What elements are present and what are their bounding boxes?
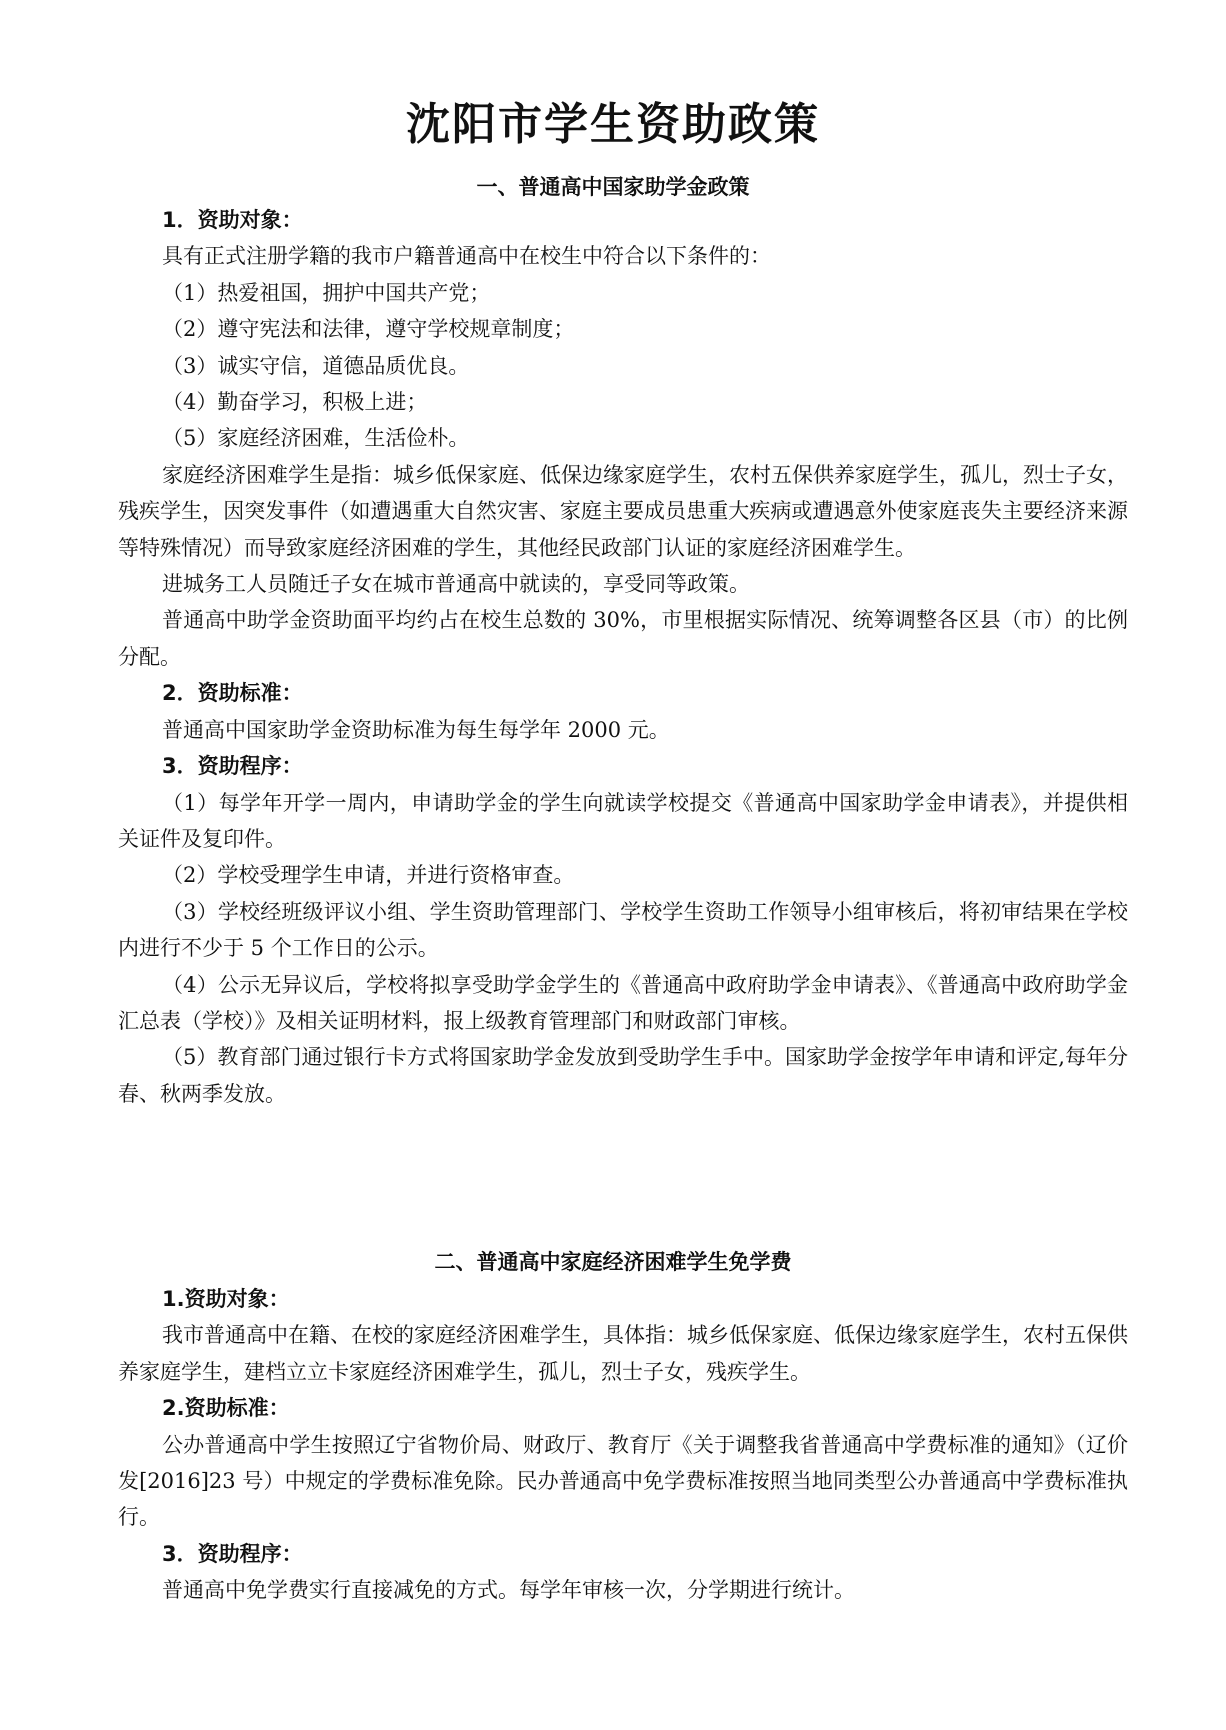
procedure-item: （2）学校受理学生申请，并进行资格审查。 <box>162 863 575 888</box>
section-heading-2: 二、普通高中家庭经济困难学生免学费 <box>434 1250 792 1274</box>
subheading-standard: 2.资助标准： <box>162 1396 290 1421</box>
procedure-item: （4）公示无异议后，学校将拟享受助学金学生的《普通高中政府助学金申请表》、《普通高中政府助学金汇总表（学校）》及相关证明材料，报上级教育管理部门和财政部门审核。 <box>118 972 1128 1033</box>
page-title: 沈阳市学生资助政策 <box>406 99 820 150</box>
condition-item: （3）诚实守信，道德品质优良。 <box>162 353 470 378</box>
paragraph-standard: 公办普通高中学生按照辽宁省物价局、财政厅、教育厅《关于调整我省普通高中学费标准的通知》（辽价发[2016]23 号）中规定的学费标准免除。民办普通高中免学费标准按照当地同类型公办普通高中学费标准执行。 <box>118 1432 1128 1530</box>
subheading-procedure: 3．资助程序： <box>162 1541 303 1566</box>
subheading-standard: 2．资助标准： <box>162 681 303 706</box>
procedure-item: （1）每学年开学一周内，申请助学金的学生向就读学校提交《普通高中国家助学金申请表》，并提供相关证件及复印件。 <box>118 790 1128 851</box>
subheading-target: 1．资助对象： <box>162 208 303 232</box>
paragraph-standard: 普通高中国家助学金资助标准为每生每学年 2000 元。 <box>162 717 670 742</box>
paragraph-procedure: 普通高中免学费实行直接减免的方式。每学年审核一次，分学期进行统计。 <box>162 1578 855 1603</box>
subheading-target: 1.资助对象： <box>162 1287 290 1311</box>
condition-item: （1）热爱祖国，拥护中国共产党； <box>162 280 491 305</box>
paragraph-coverage: 普通高中助学金资助面平均约占在校生总数的 30%，市里根据实际情况、统筹调整各区县（市）的比例分配。 <box>118 608 1128 669</box>
condition-item: （2）遵守宪法和法律，遵守学校规章制度； <box>162 317 575 342</box>
paragraph-definition: 家庭经济困难学生是指：城乡低保家庭、低保边缘家庭学生，农村五保供养家庭学生，孤儿，烈士子女，残疾学生，因突发事件（如遭遇重大自然灾害、家庭主要成员患重大疾病或遭遇意外使家庭丧失主要经济来源等特殊情况）而导致家庭经济困难的学生，其他经民政部门认证的家庭经济困难学生。 <box>118 462 1128 560</box>
paragraph-migrant: 进城务工人员随迁子女在城市普通高中就读的，享受同等政策。 <box>162 572 750 597</box>
condition-item: （5）家庭经济困难，生活俭朴。 <box>162 426 470 451</box>
subheading-procedure: 3．资助程序： <box>162 754 303 779</box>
section-body-1 <box>118 202 1128 1112</box>
procedure-item: （5）教育部门通过银行卡方式将国家助学金发放到受助学生手中。国家助学金按学年申请和评定,每年分春、秋两季发放。 <box>118 1045 1128 1106</box>
procedure-item: （3）学校经班级评议小组、学生资助管理部门、学校学生资助工作领导小组审核后，将初审结果在学校内进行不少于 5 个工作日的公示。 <box>118 899 1128 961</box>
section-body-2 <box>118 1281 1128 1609</box>
paragraph-intro: 具有正式注册学籍的我市户籍普通高中在校生中符合以下条件的： <box>162 244 771 269</box>
condition-item: （4）勤奋学习，积极上进； <box>162 390 428 415</box>
paragraph-target: 我市普通高中在籍、在校的家庭经济困难学生，具体指：城乡低保家庭、低保边缘家庭学生，农村五保供养家庭学生，建档立立卡家庭经济困难学生，孤儿，烈士子女，残疾学生。 <box>118 1323 1128 1384</box>
section-heading-1: 一、普通高中国家助学金政策 <box>476 175 750 199</box>
